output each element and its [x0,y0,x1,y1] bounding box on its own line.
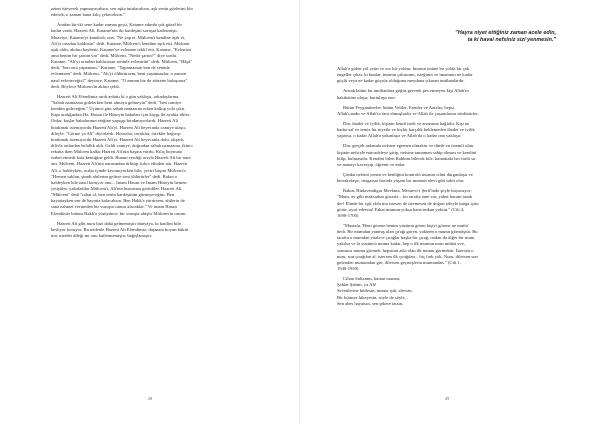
text-line: Muaviye, Katame'yi kandırdı, ona, "Ne yap et, Mülcem'i kendine aşık et, [51,34,186,40]
text-line: Ancak bütün bu imtihanlara göğüs gererek pes etmeyen kişi Allah'ın [343,88,469,94]
text-line: kişinin nefsiyle mücadeleye girip, nefsine tamamen sahip olması ve kendini [337,149,477,155]
text-line: bırakmak istemiyordu Hazreti Ali'yi. Hazreti Ali heyecanla camiye ulaştı, [51,124,187,130]
text-line: Şahlar Şahım, ya Ali! [337,282,377,288]
text-line: yakılsa ve la yüzüncü muma kadar, hep o ilk mumun nuru mühat eve, [337,241,465,247]
text-line: aşık oldu, akılını kaybetti. Katame'ye evlenme teklif etti. Katame, "Evlenirsi [51,46,192,52]
text-line: bırakmak istemiyordu Hazreti Ali'yi. Hazreti Ali heyecanla dolu, okşadı, [51,136,185,142]
text-line: ve manayı kavrayıp, öğrenir ve anlar. [337,161,406,167]
text-line: Hazreti Ali Efendimiz artık anlattı ki o gün yaklaştı, arkadaşlarına, [57,93,180,99]
text-line: Allah'ı,andır ve Allah'ta fani olmuşlardır ve Allah ile yaşamlarını sürdürürler. [337,110,479,116]
text-line: Ali, o haldeyken, acılar içinde kıvranıyorken bile, çeviri başını Mülcem'e, [51,167,187,173]
text-line: rekatta iken Mülcem kalktı Hazreti Ali'nin başına vurdu. Kılıç boynuna [51,149,182,155]
text-line: haldeyken bile nasıl koruyor onu... İmam Hasan ve İmam Hüseyin hemen [51,179,187,185]
text-line: zaten isteyerek yapmayacaksın, sen aşka tutulacaksın, aşk senin gözlerini kör [51,6,193,11]
text-line: ama benim bir şartım var" dedi. Mülcem, "Nedir şartın?" diye sordu. [51,52,178,58]
text-line: kendim gideceğim." Üçüncü gün sabah namazına erken kalkıp yola çıktı. [51,106,186,112]
text-line: güçlü veya ne kadar güçsüz olduğunu meydana çıkaran imtihanlardır. [337,78,465,84]
text-line: yaparsa, o kadar Allah'a yakınlaşır ve Allah da o kadar ona yaklaşır. [337,133,462,139]
text-line: dedi. Bir mumdan yanmış olan çırağı gören, yakinen o mumu görmüştür. Bu [337,229,478,235]
text-line: engeller çıkar, ki bunlar, insanın çabasının, isteğinin ve imanının ne kadar [337,72,473,78]
text-line: kadar saf ve temiz bir niyetle ve hiçbir karşılık beklemeden ibadet ve iyilik [337,127,475,133]
right-page-text [337,66,555,307]
text-line: Onlar, kuşlar babalarının eteğine yapışıp bırakmıyorlardı. Hazreti Ali [51,118,178,124]
text-line: "Mum, ay gibi maksudun gözeriz... bu tarafta tane var, yahut buram tazak [337,194,473,200]
text-line: Aradan bir-iki sene kadar zaman geçti, Katame adında çok güzel bir [57,22,183,28]
text-line: Sevenlerine kıblesin, mumu ışık, alevsin, [337,288,413,294]
text-line: "Mustafa, 'Beni görene benim yüzümü gören kişiyi görene ne mutlu' [343,222,469,228]
text-line: görür, ayırt edersin! Fakat mumun yoksa bana imkan yoktur." (Cilt 4, [337,206,465,212]
epigraph-line: ta ki havai nefsiniz sizi yenmesin." [467,37,556,43]
text-line: tarafta o mumdan yüzlece çırağlar başka bir çırağ, ondan da diğer bir mum [337,235,475,241]
text-line: Katame, "Ali'yi ortadan kaldırırsan seninle evlenirim" dedi. Mülcem, "Hâşâ" [51,59,193,65]
text-line: der! Elinde bir ışık oldu mu istesen de istemesen de doğarı izleyle karga içini [337,200,479,206]
text-line: 1698-1700) [337,212,359,218]
text-line: Ali'yi ortadan kaldırsın" dedi. Katame, Mülcem'i kendine aşık etti. Mülcem [51,40,190,46]
text-line: dedi, "ben onu yapamam." Katame, "Yapamazsan ben de seninle [51,65,170,71]
text-line: Din, ibadet ve iyilik, kişinin kendi istek ve arzusuna bağlıdır. Kişi ne [343,120,470,126]
right-page [300,0,600,424]
text-line: dileyle, "Götme ya Ali" diyorlardı. Horozlar, tavuklar, örtekler bağırışı [51,130,181,136]
text-line: gelenden mumundan gör, dilersen geçmişlerin mumundan." (Cilt 1, [337,259,461,265]
text-line: kadın vardı. Hazreti Ali, Katame'nin iki kardeşini savaşta katletmişti. [51,28,178,34]
epigraph-line: "Hayra niyet ettiğiniz zaman acele edin, [455,30,556,36]
text-line: Kapı aralığından Hz. Hasan ile Hüseyin babaları için kaygı ile ayakta idiler. [51,112,191,118]
text-line: Allah'a giden yol çetin ve zor bir yoldur. İnsanın önüne bu yolda bir çok [337,66,470,71]
text-line: Cihan Sultanım, kainat maranı, [343,276,401,282]
page-number-right: 29 [445,396,450,401]
text-line: hakikatine ulaşır, kurtuluşa erer. [337,94,396,100]
text-line: yetiştiler, yakaladılar Mülcem'i, Ali'nin huzuruna getirdiler. Hazreti Ali, [51,185,183,191]
text-line: hayattayken sen de hayatta kalacaksın. Ben Hakk'a yürürsem, ahilerin de [51,198,185,204]
text-line: "Sabah namazına gidelerken beni almaya gelmeyin" dedi, "ben camiye [51,99,182,105]
text-line: berrakolaşır; rüzgarsız havada yaşam bir mumun alevi gibi sabit olur. [337,178,465,184]
text-line: edecek, o zaman bana kılıç çekeceksin." [51,12,125,18]
text-line: Çünkü nefsini yenen ve benliğini kontrolü insanın cihni dürgunlaşır ve [343,171,473,177]
text-line: Efendimiz babası Hakk'a yürüyünce, bir vuruşta ahiştir Mülcem'in canını. [51,210,187,216]
text-line: isabet etmedi kafa kemiğine geldi. Bunun verdiği acıyla Hazreti Ali bir nara [51,155,191,161]
text-line: Sen abes hayatsın, sen şekere tatsın, [337,300,404,306]
text-line: mü, merdet dileği mi onu katletmemiştir, bağışlamıştır. [51,232,152,238]
text-line: Din, gerçek anlamda nefsine egemen olmaktır ve dinde en önemli olan, [343,143,475,149]
text-line: 1946-1950) [337,265,359,271]
text-line: dedi. Böylece Mülcem'in aklını çeldi. [51,83,120,89]
text-line: attı. Mülcem, Hazreti Ali'nin narasından ürktüp, kılıcı elinden attı. Hazreti [51,161,188,167]
text-line: sonuncu mumu görmek, hepsinin asla olan ilk mumu görmektir. İstersen o [337,247,474,253]
epigraph-quote [416,30,556,44]
text-line: sana zahmet vermeden bir vuruşta canını alacaklar." Ve imam Hasan [51,204,177,210]
text-line: besliyor koruyor. Bu nedenle Hazreti Ali Efendimiz, düşmanı boyun büktü [51,226,189,232]
left-page-text [51,6,258,239]
text-line: Bütün Peygamberler, bütün Veliler, Erenler ve Azizler, hepsi [343,104,455,110]
text-line: dilivle onlardan helallık aldı. Geldi camiye, doğrudan sabah namazına, ikinci [51,142,193,148]
text-line: Hazreti Ali gibi nuru bizi daha gelmemiştir dünyaya, ki katilini bile [57,220,181,226]
text-line: "Hemen saklan, şimdi ahilerim gelirse seni öldürürler" dedi. Bakın o [51,173,178,179]
text-line: evlenmem" dedi. Mülcem, "Ali'yi öldürürsem, beni yaşatmazlar, o zaman [51,71,187,77]
text-line: bilip, bulmasıdır. Kendini bilen Rabbini bilecek bile, kainattaki her türlü sır [337,155,476,161]
text-line: "Mülcem" dedi "rahat ol, ben senin kardeşinim gitmeyeceğim. Ben [51,192,175,198]
text-line: nuru, son çırağdan al, istersen ilk çırağdan... hiç fark yok. Nuru, dilersen son [337,253,478,259]
page-number-left: 28 [148,396,153,401]
text-line: Bakın, Hüdavendigar Mevlana, Mesnevi-i Şerif'inde şöyle buyuruyor: [343,188,472,194]
text-line: Bir bütmez hikayesin, söyle de söyle... [337,294,409,300]
text-line: nasıl evleneceğiz?" deyince, Katame, "O zaman biz de ahirette buluşuruz" [51,77,188,83]
